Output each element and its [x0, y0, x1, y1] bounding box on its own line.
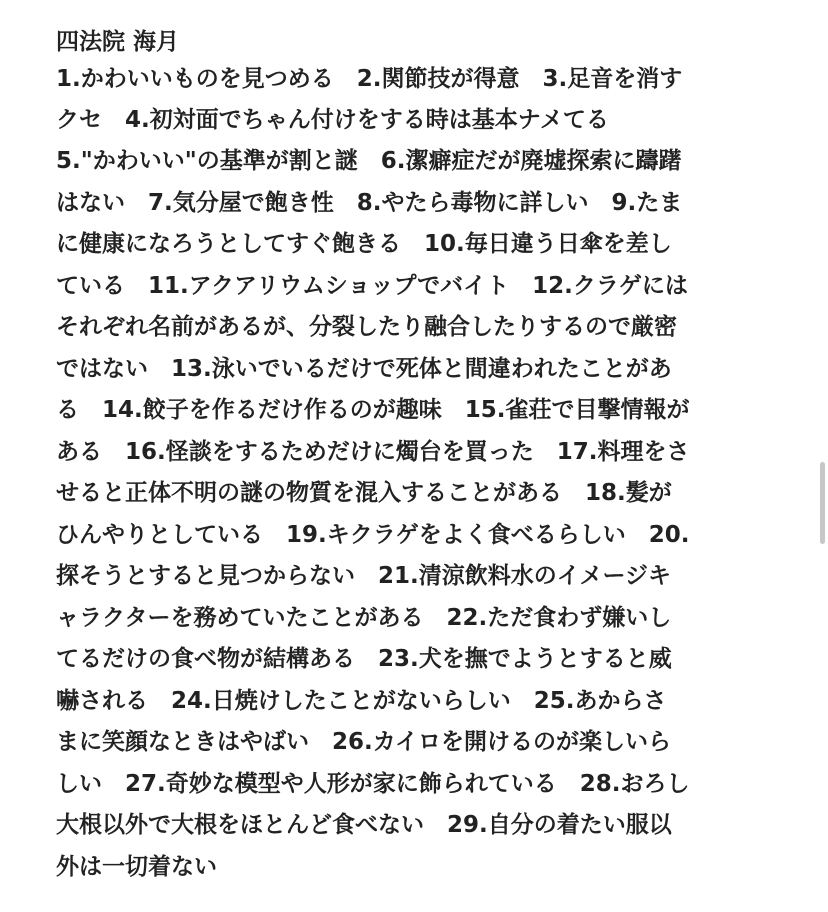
text-line-19: 大根以外で大根をほとんど食べない 29.自分の着たい服以 [56, 812, 672, 838]
text-line-13: 探そうとすると見つからない 21.清涼飲料水のイメージキ [56, 563, 672, 589]
text-line-2: クセ 4.初対面でちゃん付けをする時は基本ナメてる [56, 107, 609, 133]
text-line-20: 外は一切着ない [56, 854, 217, 880]
text-line-18: しい 27.奇妙な模型や人形が家に飾られている 28.おろし [56, 771, 690, 797]
text-line-5: に健康になろうとしてすぐ飽きる 10.毎日違う日傘を差し [56, 231, 672, 257]
text-line-10: ある 16.怪談をするためだけに燭台を買った 17.料理をさ [56, 439, 690, 465]
text-line-4: はない 7.気分屋で飽き性 8.やたら毒物に詳しい 9.たま [56, 190, 683, 216]
text-line-11: せると正体不明の謎の物質を混入することがある 18.髪が [56, 480, 672, 506]
text-line-16: 嚇される 24.日焼けしたことがないらしい 25.あからさ [56, 688, 667, 714]
text-line-7: それぞれ名前があるが、分裂したり融合したりするので厳密 [56, 314, 677, 340]
document-title: 四法院 海月 [56, 29, 180, 55]
text-line-12: ひんやりとしている 19.キクラゲをよく食べるらしい 20. [56, 522, 690, 548]
text-line-6: ている 11.アクアリウムショップでバイト 12.クラゲには [56, 273, 688, 299]
text-line-3: 5."かわいい"の基準が割と謎 6.潔癖症だが廃墟探索に躊躇 [56, 148, 682, 174]
text-line-9: る 14.餃子を作るだけ作るのが趣味 15.雀荘で目撃情報が [56, 397, 690, 423]
text-line-15: てるだけの食べ物が結構ある 23.犬を撫でようとすると威 [56, 646, 672, 672]
scrollbar-thumb[interactable] [820, 462, 825, 544]
text-line-1: 1.かわいいものを見つめる 2.関節技が得意 3.足音を消す [56, 66, 683, 92]
text-line-14: ャラクターを務めていたことがある 22.ただ食わず嫌いし [56, 605, 672, 631]
text-line-17: まに笑顔なときはやばい 26.カイロを開けるのが楽しいら [56, 729, 672, 755]
text-line-8: ではない 13.泳いでいるだけで死体と間違われたことがあ [56, 356, 672, 382]
